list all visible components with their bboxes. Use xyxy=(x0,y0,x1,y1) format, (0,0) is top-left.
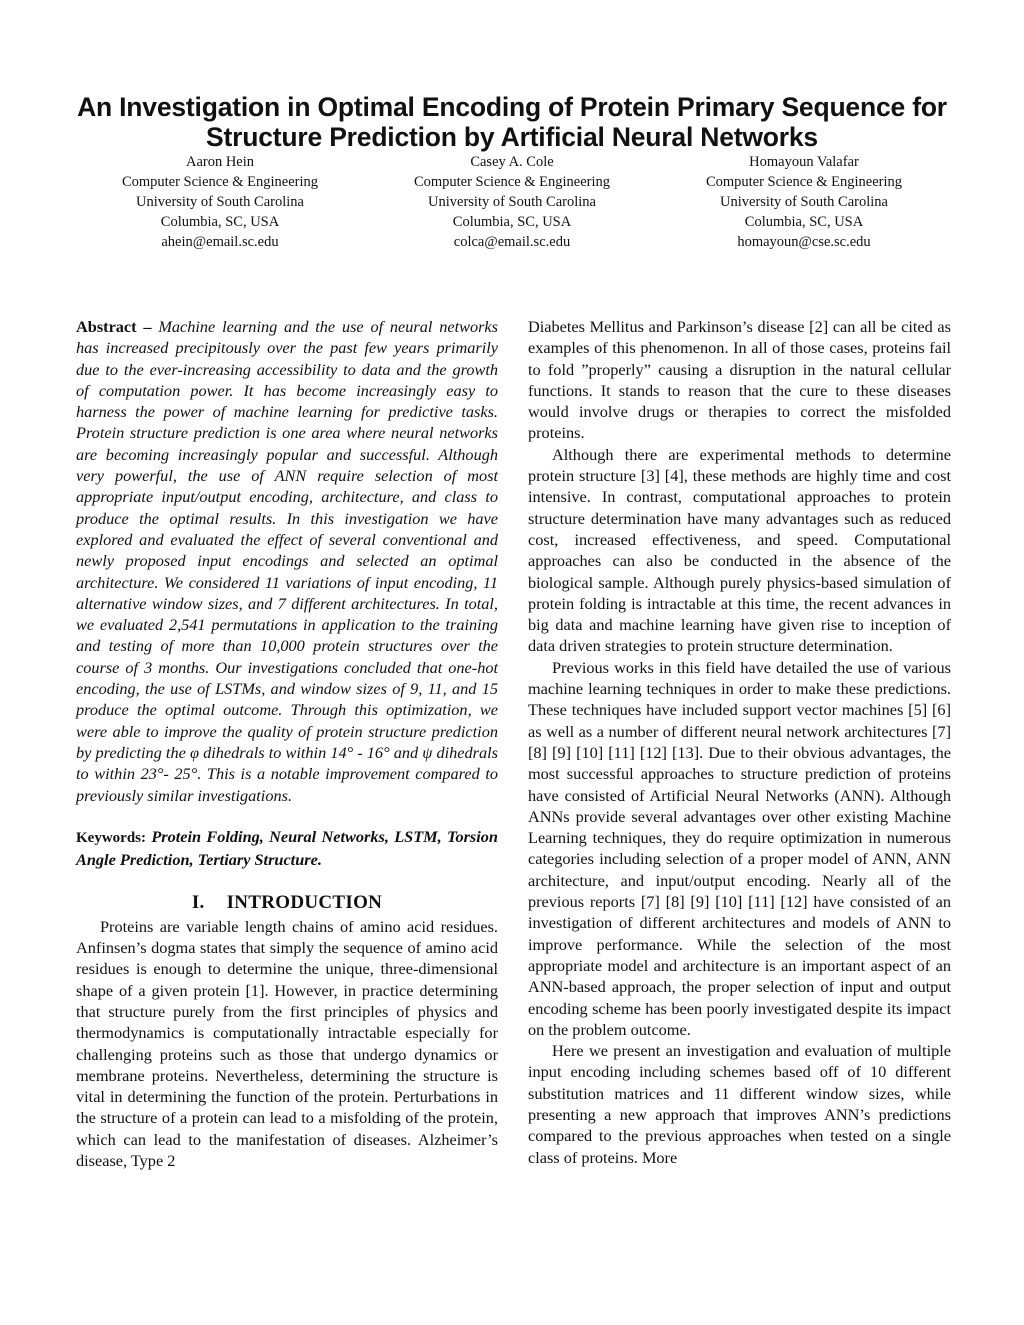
author-name: Homayoun Valafar xyxy=(749,154,859,170)
author-university: University of South Carolina xyxy=(720,194,888,210)
abstract-label: Abstract – xyxy=(76,317,152,336)
author-3 xyxy=(654,152,954,252)
intro-paragraph-4: Previous works in this field have detailed the use of various machine learning techniques in order to make these predictions. These techniques have included support vector machines [5] [6] as well as a number of different neural network architectures [7] [8] [9] [10] [11] [12] [13]. Due to their obvious advantages, the most successful approaches to structure prediction of proteins have consisted of Artificial Neural Networks (ANN). Although ANNs provide several advantages over other existing Machine Learning techniques, they do require optimization in numerous categories including selection of a proper model of ANN, ANN architecture, and input/output encoding. Nearly all of the previous reports [7] [8] [9] [10] [11] [12] have consisted of an investigation of different architectures and models of ANN to improve performance. While the selection of the most appropriate model and architecture is an important aspect of an ANN-based approach, the proper selection of input and output encoding scheme has been poorly investigated despite its impact on the problem outcome. xyxy=(528,657,951,1039)
left-column xyxy=(76,316,498,1171)
intro-paragraph-3: Although there are experimental methods to determine protein structure [3] [4], these methods are highly time and cost intensive. In contrast, computational approaches to protein structure determination have many advantages such as reduced cost, increased effectiveness, and speed. Computational approaches can also be conducted in the absence of the biological sample. Although purely physics-based simulation of protein folding is intractable at this time, the recent advances in big data and machine learning have given rise to inception of data driven strategies to protein structure determination. xyxy=(528,444,951,656)
author-email: homayoun@cse.sc.edu xyxy=(737,234,871,250)
abstract-text: Machine learning and the use of neural networks has increased precipitously over the past few years primarily due to the ever-increasing accessibility to data and the growth of computation power. It has become increasingly easy to harness the power of machine learning for predictive tasks. Protein structure prediction is one area where neural networks are becoming increasingly popular and successful. Although very powerful, the use of ANN require selection of most appropriate input/output encoding, architecture, and class to produce the optimal results. In this investigation we have explored and evaluated the effect of several conventional and newly proposed input encodings and selected an optimal architecture. We considered 11 variations of input encoding, 11 alternative window sizes, and 7 different architectures. In total, we evaluated 2,541 permutations in application to the training and testing of more than 10,000 protein structures over the course of 3 months. Our investigations concluded that one-hot encoding, the use of LSTMs, and window sizes of 9, 11, and 15 produce the optimal outcome. Through this optimization, we were able to improve the quality of protein structure prediction by predicting the φ dihedrals to within 14° - 16° and ψ dihedrals to within 23°- 25°. This is a notable improvement compared to previously similar investigations. xyxy=(76,317,498,805)
author-email: ahein@email.sc.edu xyxy=(161,234,279,250)
intro-paragraph-2: Diabetes Mellitus and Parkinson’s disease [2] can all be cited as examples of this phenomenon. In all of those cases, proteins fail to fold ”properly” causing a disruption in the natural cellular functions. It stands to reason that the cure to these diseases would involve drugs or therapies to correct the misfolded proteins. xyxy=(528,317,951,443)
keywords-label: Keywords: xyxy=(76,829,146,846)
author-name: Aaron Hein xyxy=(185,154,255,170)
intro-paragraph-1: Proteins are variable length chains of amino acid residues. Anfinsen’s dogma states that simply the sequence of amino acid residues is enough to determine the unique, three-dimensional shape of a given protein [1]. However, in practice determining that structure purely from the first principles of physics and thermodynamics is computationally intractable especially for challenging proteins such as those that undergo dynamics or membrane proteins. Nevertheless, determining the structure is vital in determining the function of the protein. Perturbations in the structure of a protein can lead to a misfolding of the protein, which can lead to the manifestation of diseases. Alzheimer’s disease, Type 2 xyxy=(76,916,498,1170)
paper-title xyxy=(40,92,984,152)
author-name: Casey A. Cole xyxy=(470,154,554,170)
author-university: University of South Carolina xyxy=(136,194,304,210)
intro-paragraph-5: Here we present an investigation and evaluation of multiple input encoding including schemes based off of 10 different substitution matrices and 11 different window sizes, while presenting a new approach that improves ANN’s predictions compared to the previous approaches when tested on a single class of proteins. More xyxy=(528,1041,951,1167)
author-location: Columbia, SC, USA xyxy=(160,214,280,230)
keywords xyxy=(76,826,498,871)
author-department: Computer Science & Engineering xyxy=(705,174,903,190)
section-title: INTRODUCTION xyxy=(226,892,383,914)
abstract xyxy=(76,316,498,806)
author-2 xyxy=(362,152,662,252)
section-heading-introduction xyxy=(76,892,498,913)
title-line-1: An Investigation in Optimal Encoding of Protein Primary Sequence for xyxy=(77,92,947,122)
right-column xyxy=(528,316,951,1168)
author-department: Computer Science & Engineering xyxy=(121,174,319,190)
author-email: colca@email.sc.edu xyxy=(453,234,571,250)
author-location: Columbia, SC, USA xyxy=(744,214,864,230)
author-1 xyxy=(70,152,370,252)
section-number: I. xyxy=(191,892,205,914)
keywords-text: Protein Folding, Neural Networks, LSTM, Torsion Angle Prediction, Tertiary Structure. xyxy=(76,826,498,870)
author-block xyxy=(70,152,954,252)
title-line-2: Structure Prediction by Artificial Neural Networks xyxy=(206,122,818,152)
author-location: Columbia, SC, USA xyxy=(452,214,572,230)
author-department: Computer Science & Engineering xyxy=(413,174,611,190)
author-university: University of South Carolina xyxy=(428,194,596,210)
